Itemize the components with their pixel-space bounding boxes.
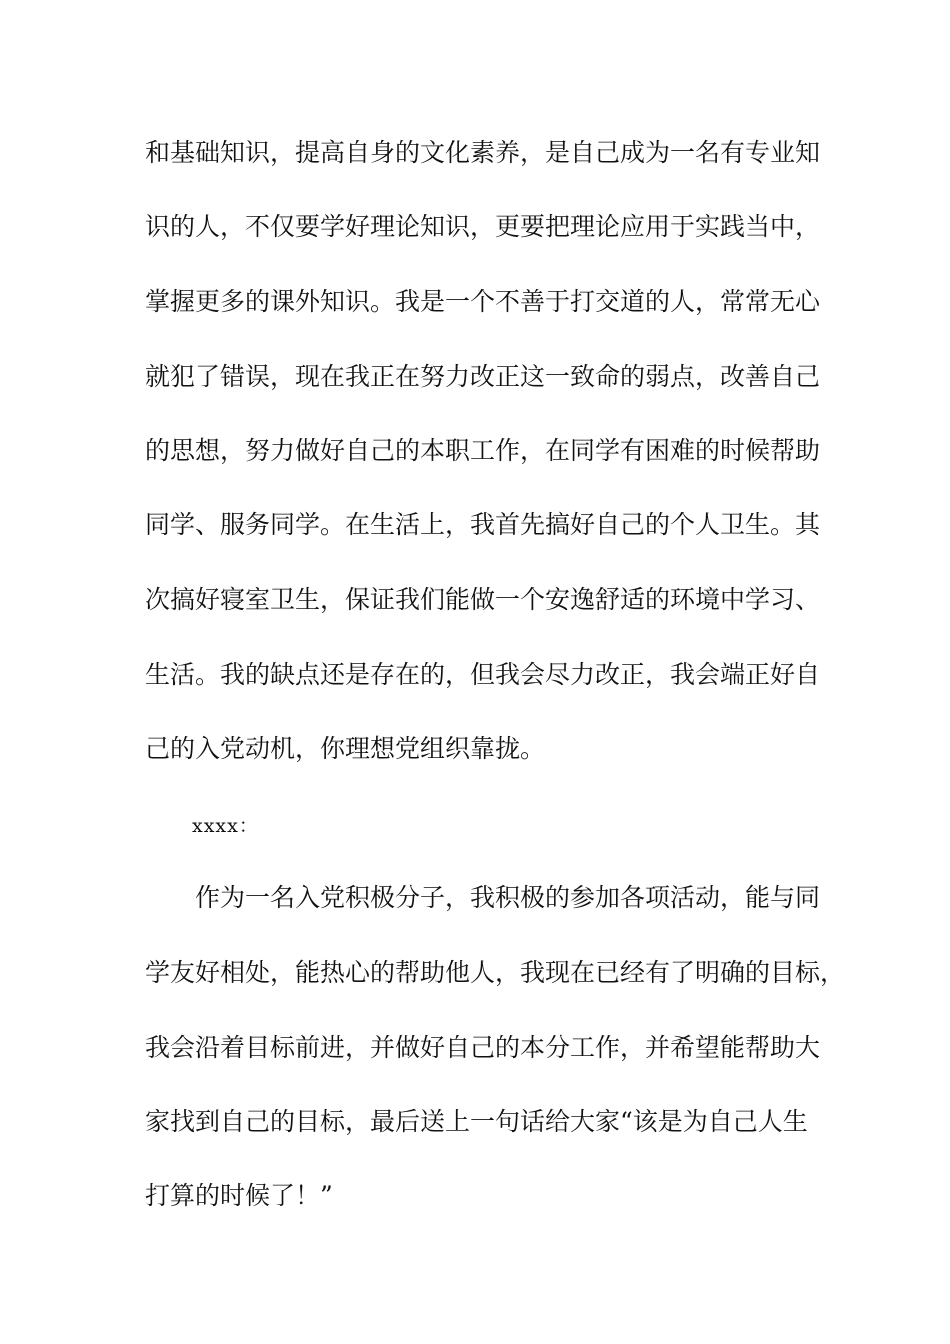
paragraph-1-line-5: 的思想，努力做好自己的本职工作，在同学有困难的时候帮助 [145,436,821,465]
paragraph-2-line-2: 学友好相处，能热心的帮助他人，我现在已经有了明确的目标， [145,958,846,987]
paragraph-1-line-6: 同学、服务同学。在生活上，我首先搞好自己的个人卫生。其 [145,510,821,539]
paragraph-1-line-1: 和基础知识，提高自身的文化素养，是自己成为一名有专业知 [145,138,821,167]
paragraph-2-line-4: 家找到自己的目标，最后送上一句话给大家“该是为自己人生 [145,1107,808,1136]
paragraph-1-line-7: 次搞好寝室卫生，保证我们能做一个安逸舒适的环境中学习、 [145,585,821,614]
paragraph-2-line-3: 我会沿着目标前进，并做好自己的本分工作，并希望能帮助大 [145,1033,821,1062]
paragraph-1-line-8: 生活。我的缺点还是存在的，但我会尽力改正，我会端正好自 [145,660,821,689]
paragraph-1-line-2: 识的人，不仅要学好理论知识，更要把理论应用于实践当中， [145,212,821,241]
paragraph-1-line-4: 就犯了错误，现在我正在努力改正这一致命的弱点，改善自己 [145,362,821,391]
paragraph-2-line-5: 打算的时候了！” [145,1181,333,1210]
paragraph-1-line-9: 己的入党动机，你理想党组织靠拢。 [145,734,546,763]
salutation: xxxx： [192,815,259,837]
paragraph-2-line-1: 作为一名入党积极分子，我积极的参加各项活动，能与同 [145,883,821,912]
paragraph-1-line-3: 掌握更多的课外知识。我是一个不善于打交道的人，常常无心 [145,287,821,316]
